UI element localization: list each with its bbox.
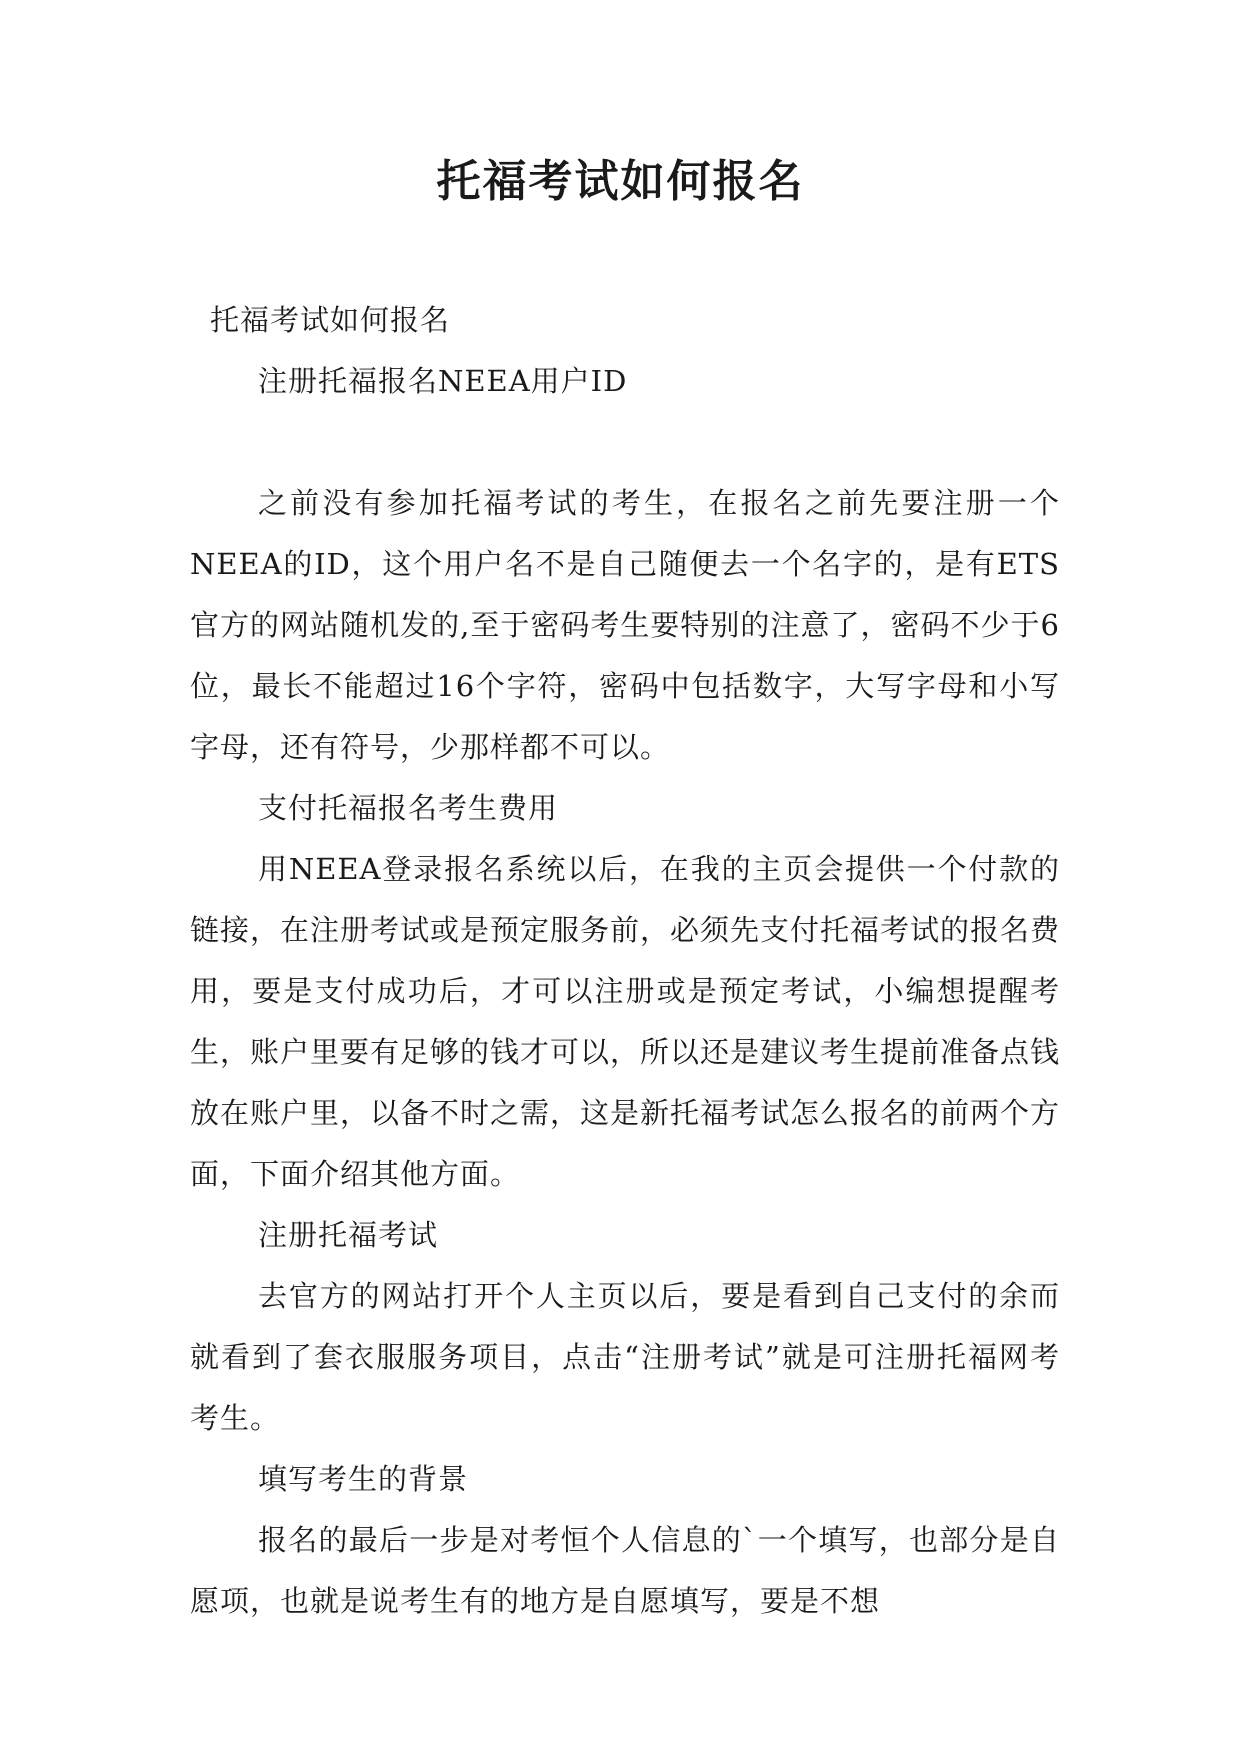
section-heading-register-exam: 注册托福考试: [258, 1218, 439, 1252]
paragraph-payment: 用NEEA登录报名系统以后，在我的主页会提供一个付款的链接，在注册考试或是预定服务前，必须先支付托福考试的报名费用，要是支付成功后，才可以注册或是预定考试，小编想提醒考生，账户里要有足够的钱才可以，所以还是建议考生提前准备点钱放在账户里，以备不时之需，这是新托福考试怎么报名的前两个方面，下面介绍其他方面。: [190, 852, 1061, 1191]
paragraph-register-id: 之前没有参加托福考试的考生，在报名之前先要注册一个NEEA的ID，这个用户名不是自己随便去一个名字的，是有ETS官方的网站随机发的,至于密码考生要特别的注意了，密码不少于6位，最长不能超过16个字符，密码中包括数字，大写字母和小写字母，还有符号，少那样都不可以。: [190, 486, 1060, 764]
document-subtitle: 托福考试如何报名: [210, 303, 451, 337]
section-heading-background: 填写考生的背景: [258, 1462, 469, 1496]
paragraph-background: 报名的最后一步是对考恒个人信息的`一个填写，也部分是自愿项，也就是说考生有的地方是自愿填写，要是不想: [190, 1523, 1060, 1618]
paragraph-gap: [190, 412, 1060, 473]
document-body: [190, 290, 1060, 1632]
paragraph-register-exam: 去官方的网站打开个人主页以后，要是看到自己支付的余而就看到了套衣服服务项目，点击“注册考试”就是可注册托福网考考生。: [190, 1279, 1060, 1435]
document-title: 托福考试如何报名: [436, 156, 805, 207]
section-heading-register-id: 注册托福报名NEEA用户ID: [258, 364, 628, 398]
section-heading-payment: 支付托福报名考生费用: [258, 791, 559, 825]
